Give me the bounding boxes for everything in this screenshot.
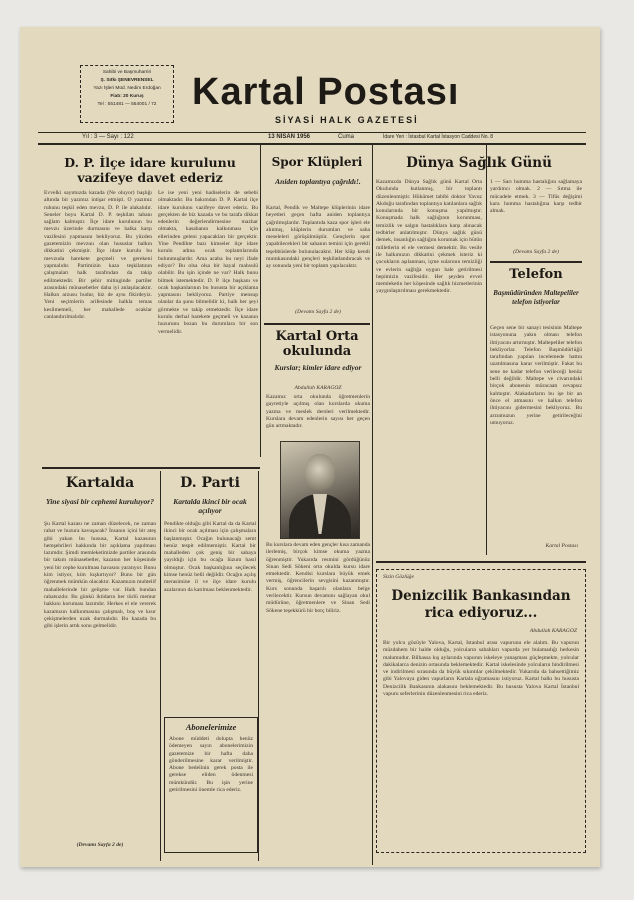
section-divider [376, 561, 586, 563]
column-rule [160, 471, 161, 861]
publisher-line: Ş. Sıtkı ŞENEVRENSEL [100, 78, 154, 83]
denizcilik-body: Bir yolcu gözüyle Yalova, Kartal, İstanbul arası vapurunu ele alalım. Bu vapurun müzdahem bir halde olduğu, yolcuların sabahları vapurda yer bulamadığı herkesin malumudur. Bilhassa kış aylarında vapurun iskeleye yanaşması güçleşmekte, yolcular dakikalarca denizin ortasında beklemektedir. Kartal iskelesinde yolcuların bindirilmesi ve indirilmesi sırasında da büyük sıkıntılar çekilmektedir. Yukarıda da bahsettiğimiz gibi Yalovaya giden vapurların Kartala uğramasını istiyoruz. Kartal halkı bu hususta Denizcilik Bankasının alakasını beklemektedir. Bu hususta Yalova Kartal İstanbul vapuru seferlerinin düzenlenmesini rica ederiz. [383, 640, 579, 698]
denizcilik-headline-line: Denizcilik Bankasından [391, 588, 571, 604]
denizcilik-kicker: Sizin Gözlüğe [383, 574, 414, 580]
saglik-continued: (Devamı Sayfa 2 de) [513, 249, 559, 255]
column-rule [258, 471, 259, 861]
masthead-title: Kartal Postası [192, 71, 460, 113]
dparti-headline: D. Parti [180, 475, 240, 491]
denizcilik-headline [381, 588, 581, 622]
dp-headline-line: D. P. İlçe idare kurulunu [64, 155, 236, 170]
dp-headline [44, 155, 256, 185]
issue-number: Yıl : 3 — Sayı : 122 [82, 134, 134, 140]
telefon-headline: Telefon [509, 267, 563, 282]
telefon-signature: Kartal Postası [545, 543, 578, 549]
abone-body: Abone müddeti dolupta henüz ödemeyen sayın abonelerimizin gazetemize bir hafta daha gönderilmesine karar verilmiştir. Abone bedelinin gerek posta ile gerekse eliden ödenmesi mümkündür. Bu işin yerine getirilmesini önemle rica ederiz. [169, 736, 253, 794]
publisher-line: Fiatı: 20 Kuruş [110, 94, 144, 99]
kartalda-body: Şu Kartal kazası ne zaman düzelecek, ne zaman rahat ve huzura kavuşacak? İnsanın içini bir ateş gibi yakan bu hususa, Kartal kazasının hemşehrileri hakkında bir açıklama yapılması lazımdır. Şimdi memleketimizde partiler arasında bir takım münasebetler, kazanın her köşesinde yeni bir cephe kurulması havasını yaratıyor. Bunu kim istiyor, kim kışkırtıyor? Bunu bir gün öğrenmek mümkün olacaktır. Kazamızın muhtelif mahallelerinde bir gelişme var. Halk bundan rahatsızdır. Bu günkü iktidarın her türlü memur hakkını koruması lazımdır. Herkes el ele vererek kazamızın kalkınmasına çalışmalı, boş ve kısır çekişmelerden uzak durmalıdır. Bu kazada bu gibi işlerin artık sonu gelmelidir. [44, 521, 156, 630]
issue-date: 13 NİSAN 1956 [268, 134, 311, 140]
telefon-body: Geçen sene bir sanayi tesisinin Maltepe istasyonuna yakın olması telefon ihtiyacını artırmıştır. Maltepeliler telefon bekliyorlar. Telefon Başmüdürlüğü tarafından yapılan incelemede hattın uzatılmasına karar verilmiştir. Fakat bu sene ne kadar telefon verileceği henüz belli değildir. Maltepe ve civarındaki birçok abonenin müracaatı cevapsız kalmıştır. Alakadarların bu işe bir an önce el atmasını ve halkın telefon ihtiyacını gidermesini bekliyoruz. Bu arzumuzun yerine getirileceğini umuyoruz. [490, 325, 582, 426]
spor-headline: Spor Klüpleri [271, 155, 363, 169]
publisher-line: Yazı İşleri Müd. Nedim Erdoğan [93, 86, 161, 91]
abone-box [164, 717, 258, 853]
saglik-body-col2: 1 — Sarı humma hastalığını sağlamaya yardımcı olmak. 2 — Sıtma ile mücadele etmek. 3 — Tifüs değişimi kara humma hastalığına karşı tedbir almak. [490, 179, 582, 215]
dp-body-col1: Evvelki sayımızda kazada (Ne oluyor) başlığı altında bir yazımız intişar etmişti. O yazımız ruhunu teşkil eden mevzu, D. P. ile alakalıdır. Seneler boyu Kartal D. P. teşkilatı tabanı sağlam kalmıştır. İlçe idare kurulunun bu mevzu üzerinde durmasını ve halka karşı vazifesini yapmasını bekliyoruz. Bu yüzden gazetemizin mevzuu olan hususlar halkın dikkatini çekmiştir. İlçe idare kurulu bu mevzuda harekete geçmeli ve gerekeni yapmalıdır. Partimizin kaza teşkilatının çalışmaları halk tarafından da takip edilmektedir. Bir şehir mitinginde partiler arasındaki münasebetler daha iyi anlaşılacaktır. Halkın arzusu budur, biz de aynı fikirdeyiz. Yeni seçimlerin arifesinde halkla temas kesilmemeli, her mahallede ocaklar canlandırılmalıdır. [44, 190, 152, 321]
abone-headline: Abonelerimize [185, 722, 237, 732]
orta-okul-body-bottom: Bu kurslara devam eden gençler kısa zamanda ilerlemiş, birçok kimse okuma yazma öğrenmiştir. Yukarıda resmini gördüğünüz Sinan Sedi Sökeni orta okulda kursu idare etmektedir. Kendisi kurslara büyük emek vermiş, öğrencilerin sevgisini kazanmıştır. Kurs sonunda başarılı olanlara belge verilecektir. Kursun devamını sağlayan okul müdürüne, öğretmenlere ve Sinan Sedi Sökene teşekkürü bir borç biliriz. [266, 542, 370, 614]
issue-day: Cuma [338, 134, 355, 140]
orta-okul-byline: Abdullah KARAGÖZ [294, 385, 342, 391]
portrait-photo [280, 441, 360, 539]
column-rule [372, 145, 373, 865]
publisher-line: Tel : 551481 — 554001 / 72 [97, 102, 157, 107]
kartalda-headline: Kartalda [65, 475, 135, 491]
date-bar-bottom-rule [38, 143, 586, 145]
saglik-headline: Dünya Sağlık Günü [406, 155, 552, 171]
dp-headline-line: vazifeye davet ederiz [77, 170, 223, 185]
dparti-subheadline: Kartalda ikinci bir ocak açılıyor [173, 497, 247, 515]
orta-okul-body-top: Kazamız orta okulunda öğretmenlerin gayretiyle açılmış olan kurslarda okuma yazma ve meslek dersleri verilmektedir. Kurslara devam edenlerin sayısı her geçen gün artmaktadır. [266, 394, 370, 430]
masthead-subtitle: SİYASİ HALK GAZETESİ [275, 115, 419, 125]
publisher-line: Sahibi ve Başmuharriri [102, 70, 152, 75]
kartalda-continued: (Devamı Sayfa 2 de) [76, 842, 124, 848]
office-address: İdare Yeri : İstasbul Kartal İstasyon Caddesi No. 8 [383, 134, 494, 140]
denizcilik-box [376, 569, 586, 853]
telefon-subheadline: Başmüdüründen Maltepeliler telefon istiyorlar [493, 289, 579, 306]
date-bar-top-rule [38, 132, 586, 133]
denizcilik-headline-line: rica ediyoruz... [424, 605, 538, 621]
section-divider [42, 467, 260, 469]
column-rule [486, 145, 487, 555]
dparti-body: Pendikte olduğu gibi Kartal da da Kartal ikinci bir ocak açılması için çalışmalara başlanmıştır. Ocağın bulunacağı semt henüz tespit edilmemiştir. Kartal bir mahalleden çok geniş bir sahaya yayıldığı için bu ocağa lüzum hasıl olmuştur. Ocak başkanlığına seçilecek kimse henüz belli değildir. Ocağın açılış merasimine il ve ilçe idare kurulu azalarının da katılması beklenmektedir. [164, 521, 256, 593]
publisher-box [80, 65, 174, 123]
saglik-body-col1: Kazamızda Dünya Sağlık günü Kartal Orta Okulunda kutlanmış, bir toplantı düzenlenmiştir. Hükümet tabibi doktor Yavuz Akdoğu tarafından toplantıya katılanlara sağlık konularında bir konuşma yapılmıştır. Konuşmada halk sağlığının korunması, temizlik ve salgın hastalıklara karşı alınacak tedbirler anlatılmıştır. Dünya sağlık günü demek, insanlığın sağlığını korumak için bütün milletlerin el ele vermesi demektir. Bu vesile ile halkımızın dikkatini çekmek isteriz ki çocukların aşılanması, içme sularının temizliği ve evlerin sağlığa uygun hale getirilmesi hepimizin vazifesidir. Her şeyden evvel memleketin her köşesinde sağlık hizmetlerinin yaygınlaştırılması gerekmektedir. [376, 179, 482, 295]
spor-subheadline: Aniden toplantıya çağrıldı!. [275, 177, 361, 186]
denizcilik-byline: Abdullah KARAGÖZ [529, 628, 577, 634]
column-rule [260, 145, 261, 457]
spor-continued: (Devamı Sayfa 2 de) [295, 309, 341, 315]
section-divider [264, 323, 370, 325]
spor-body: Kartal, Pendik ve Maltepe klüplerinin idare heyetleri geçen hafta aniden toplantıya çağrılmışlardır. Toplantıda kaza spor işleri ele alınmış, klüplerin durumları ve saha meseleleri görüşülmüştür. Gençlerin spor yapabilecekleri bir sahanın temini için gerekli teşebbüslerde bulunulacaktır. Her klüp kendi mıntıkasındaki gençleri teşkilatlandıracak ve ay sonunda yeni bir toplantı yapılacaktır. [266, 205, 370, 270]
section-divider [490, 261, 582, 263]
dp-body-col2: Le ise yeni yeni hadiselerin de sebebi olmaktadır. Bu bakımdan D. P. Kartal ilçe idare kurulunu vazifeye davet ederiz. Bu gerçekten de biz kazada ve bu tarafa dikkat edenlerin değerlendirmesine mazhar olmakta, kasabanın kalkınması için ellerinden geleni yapacakları bir gerçektir. Yine Pendikte bazı kimseler ilçe idare kurulu adına ocak toplantılarında bulunmuşlardır. Ama acaba bu neyi ifade ediyor? Bu olsa olsa bir hayal mahsulü olabilir. Bu işin içinde ne var? Halk bunu bilmek istemektedir. D. P. ilçe başkanı ve ocak başkanlarının bu hususta bir açıklama yapmasını bekliyoruz. Partiye mensup olanlar da şunu bilmelidir ki, halk her şeyi görmekte ve takip etmektedir. İlçe idare kurulu derhal harekete geçmeli ve kazanın huzurunu bozan bu durumlara bir son vermelidir. [158, 190, 258, 335]
orta-okul-subheadline: Kurslar; kimler idare ediyor [274, 363, 362, 372]
kartalda-subheadline: Yine siyasi bir cephemi kuruluyor? [46, 497, 154, 506]
orta-okul-headline: Kartal Orta okulunda [275, 329, 359, 359]
newspaper-page [20, 27, 600, 867]
